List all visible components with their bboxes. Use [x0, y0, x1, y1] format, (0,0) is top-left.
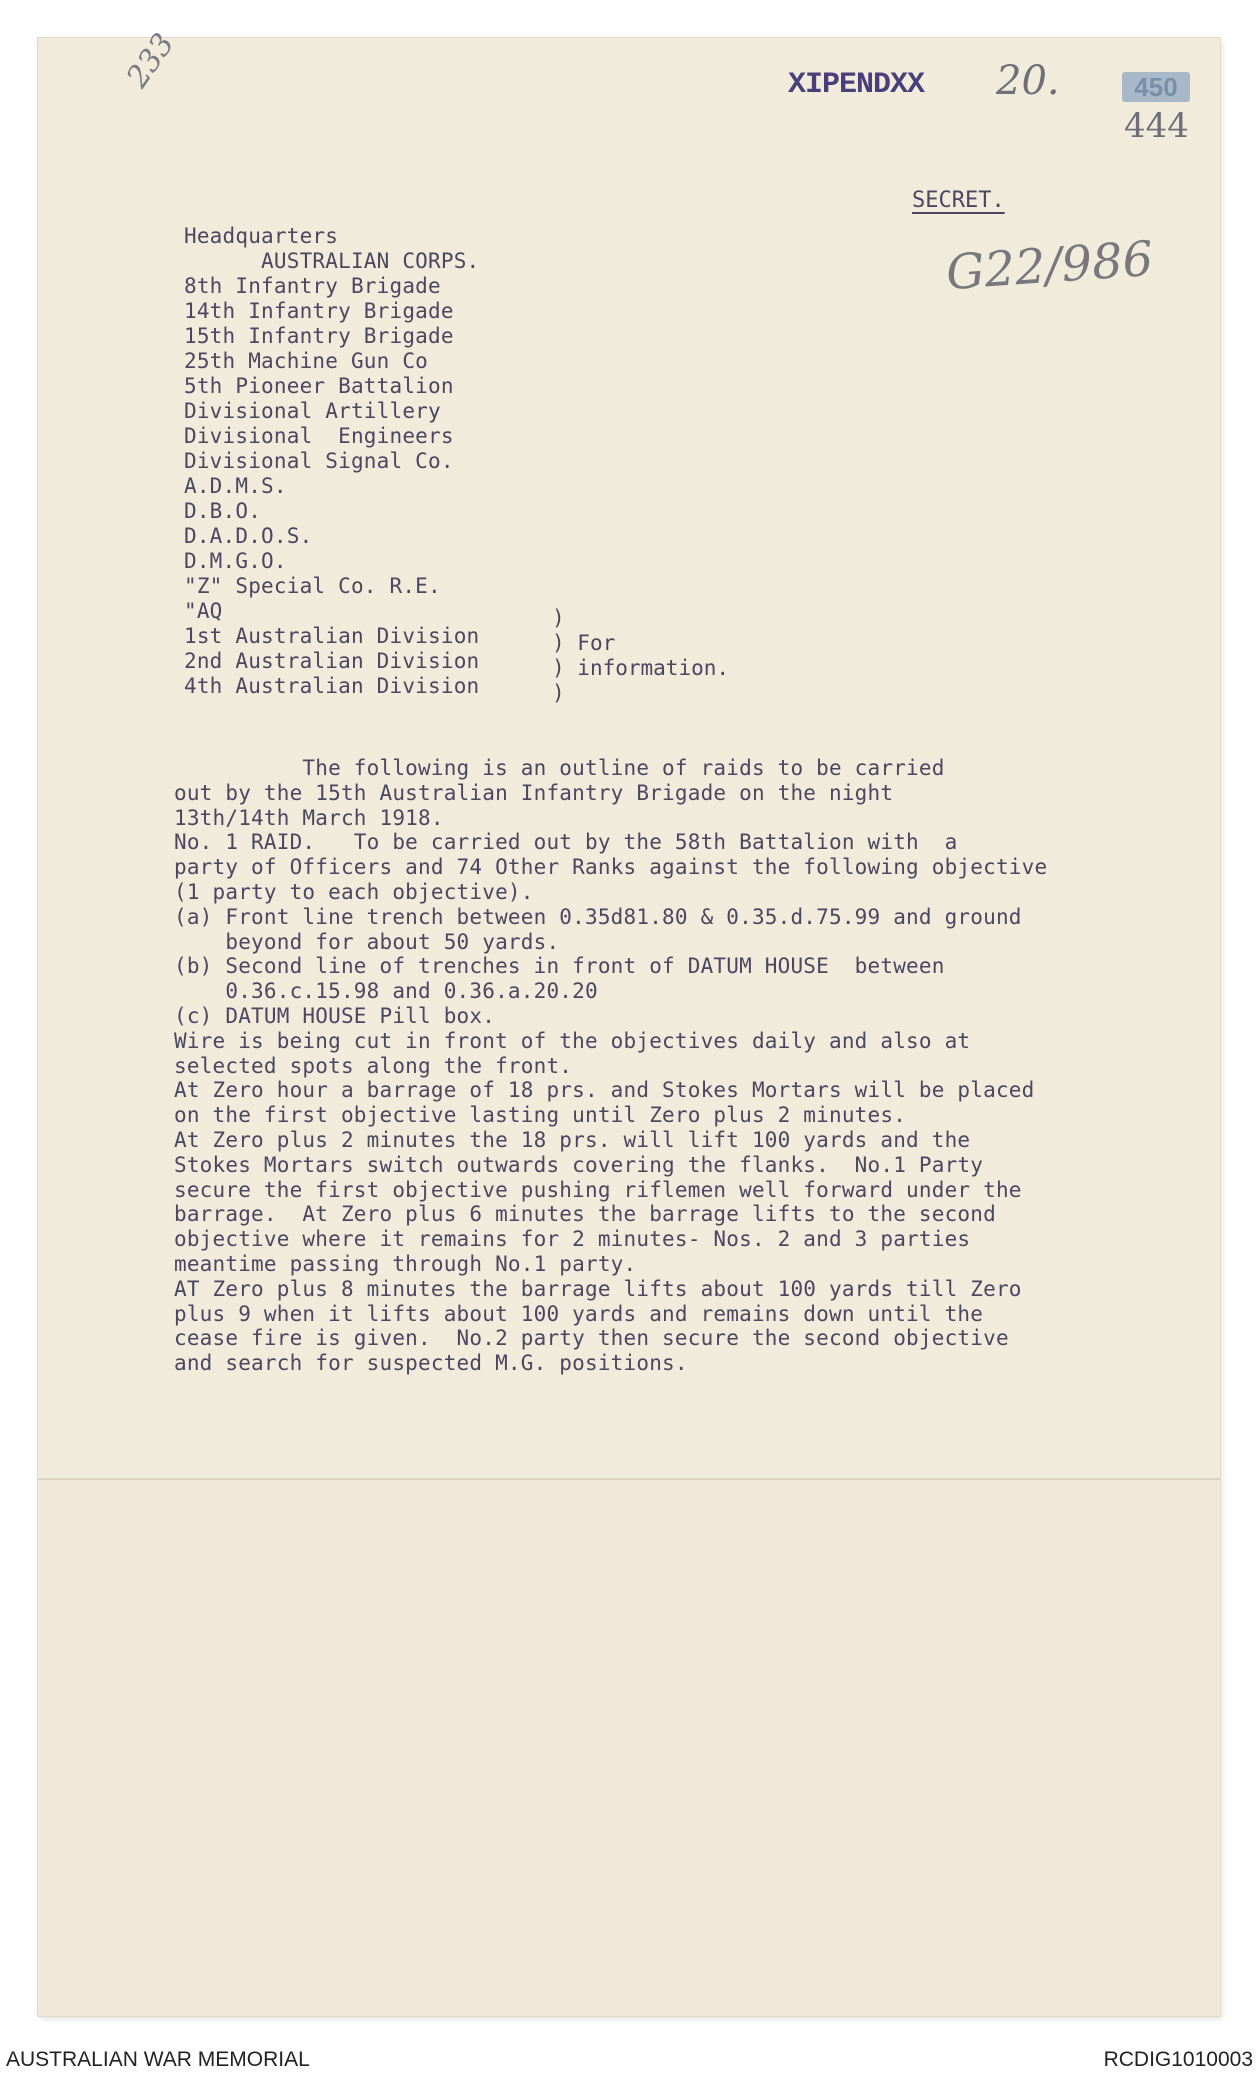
body-line: plus 9 when it lifts about 100 yards and remains down until the	[174, 1301, 984, 1326]
body-line: party of Officers and 74 Other Ranks against the following objective	[174, 855, 1048, 880]
body-line: meantime passing through No.1 party.	[174, 1252, 637, 1276]
body-line: The following is an outline of raids to be carried	[174, 756, 945, 780]
addressee-line: "AQ	[184, 599, 223, 623]
body-line: beyond for about 50 yards.	[174, 929, 560, 954]
body-line: (c) DATUM HOUSE Pill box.	[174, 1004, 496, 1028]
security-classification: SECRET.	[912, 188, 1005, 213]
addressee-line: 8th Infantry Brigade	[184, 274, 441, 298]
body-line: barrage. At Zero plus 6 minutes the barrage lifts to the second	[174, 1202, 996, 1227]
body-line: (b) Second line of trenches in front of DATUM HOUSE between	[174, 954, 945, 979]
addressee-line: Divisional Artillery	[184, 399, 441, 423]
body-line: out by the 15th Australian Infantry Brigade on the night	[174, 780, 894, 805]
body-line: and search for suspected M.G. positions.	[174, 1351, 688, 1376]
folio-number: 233	[120, 27, 182, 95]
fold-line	[38, 1478, 1220, 1480]
footer-institution: AUSTRALIAN WAR MEMORIAL	[6, 2048, 310, 2071]
body-line: Stokes Mortars switch outwards covering the flanks. No.1 Party	[174, 1152, 984, 1177]
footer-identifier: RCDIG1010003	[1103, 2048, 1253, 2071]
body-line: 0.36.c.15.98 and 0.36.a.20.20	[174, 979, 598, 1004]
body-line: AT Zero plus 8 minutes the barrage lifts about 100 yards till Zero	[174, 1276, 1022, 1301]
body-line: No. 1 RAID. To be carried out by the 58th Battalion with a	[174, 830, 958, 855]
body-line: 13th/14th March 1918.	[174, 805, 444, 830]
addressee-line: D.A.D.O.S.	[184, 524, 313, 548]
addressee-line: 15th Infantry Brigade	[184, 324, 454, 348]
body-line: (1 party to each objective).	[174, 880, 534, 904]
reference-number: G22/986	[944, 230, 1155, 302]
addressee-line: 4th Australian Division	[184, 674, 480, 698]
addressee-line: D.M.G.O.	[184, 549, 287, 573]
body-line: objective where it remains for 2 minutes- Nos. 2 and 3 parties	[174, 1227, 971, 1252]
addressee-line: AUSTRALIAN CORPS.	[184, 249, 480, 273]
addressee-line: 1st Australian Division	[184, 624, 480, 648]
body-line: on the first objective lasting until Zero plus 2 minutes.	[174, 1103, 907, 1128]
addressee-line: 25th Machine Gun Co	[184, 349, 429, 373]
stamp-box	[1122, 72, 1190, 102]
addressee-line: 2nd Australian Division	[184, 649, 480, 673]
stamp-text: XIPENDXX	[788, 68, 925, 102]
addressee-line: Divisional Signal Co.	[184, 449, 454, 473]
body-line: At Zero hour a barrage of 18 prs. and Stokes Mortars will be placed	[174, 1078, 1035, 1103]
body-line: At Zero plus 2 minutes the 18 prs. will lift 100 yards and the	[174, 1128, 971, 1152]
addressee-line: 14th Infantry Brigade	[184, 299, 454, 323]
information-note-line2: information.	[577, 656, 730, 680]
addressee-line: A.D.M.S.	[184, 474, 287, 498]
addressee-line: D.B.O.	[184, 499, 262, 523]
stamp-box-number: 450	[1134, 72, 1178, 102]
addressee-line: "Z" Special Co. R.E.	[184, 574, 441, 598]
page-number: 444	[1124, 106, 1189, 146]
body-line: secure the first objective pushing riflemen well forward under the	[174, 1177, 1022, 1202]
information-brace: ) ) For ) information. )	[552, 606, 730, 705]
body-line: cease fire is given. No.2 party then secure the second objective	[174, 1326, 1009, 1351]
handwritten-number: 20.	[996, 58, 1060, 104]
addressee-line: Divisional Engineers	[184, 424, 454, 448]
information-note-line1: For	[577, 631, 616, 655]
lower-fold-panel	[40, 1480, 1218, 2016]
body-line: selected spots along the front.	[174, 1053, 573, 1078]
addressee-line: Headquarters	[184, 224, 339, 248]
body-line: (a) Front line trench between 0.35d81.80 & 0.35.d.75.99 and ground	[174, 904, 1022, 929]
addressee-line: 5th Pioneer Battalion	[184, 374, 454, 398]
body-line: Wire is being cut in front of the objectives daily and also at	[174, 1028, 971, 1053]
